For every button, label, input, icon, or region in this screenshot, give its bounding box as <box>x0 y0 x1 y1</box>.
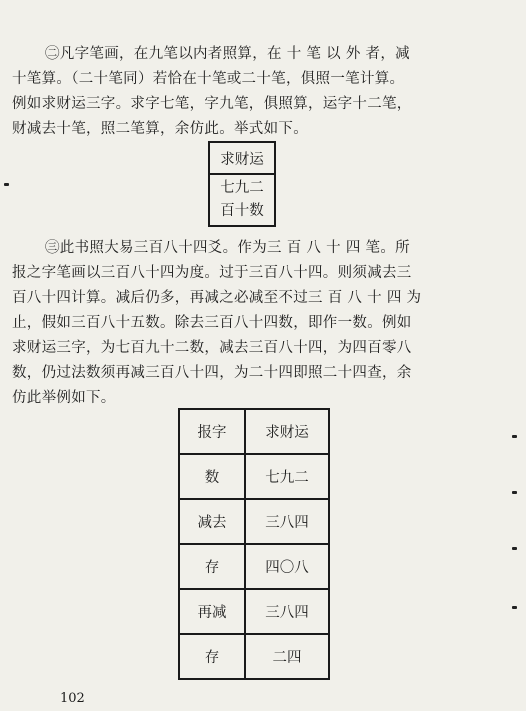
table-row <box>179 634 329 679</box>
row-value: 四〇八 <box>245 544 329 589</box>
row-value: 求财运 <box>245 409 329 454</box>
example-table-small <box>208 141 276 227</box>
paragraph-line: ㊂此书照大易三百八十四爻。作为三 百 八 十 四 笔。所 <box>45 240 410 256</box>
row-label: 再减 <box>179 589 245 634</box>
row-value: 三八四 <box>245 499 329 544</box>
table-row <box>179 499 329 544</box>
row-label: 报字 <box>179 409 245 454</box>
row-label: 减去 <box>179 499 245 544</box>
table-cell-line: 百十数 <box>220 203 264 219</box>
paragraph-line: 十笔算。（二十笔同）若恰在十笔或二十笔，俱照一笔计算。 <box>12 71 405 87</box>
row-label: 存 <box>179 634 245 679</box>
scan-speck <box>4 183 9 186</box>
row-label: 存 <box>179 544 245 589</box>
scan-speck <box>512 606 517 609</box>
paragraph-line: 财减去十笔，照二笔算，余仿此。举式如下。 <box>12 121 308 137</box>
scan-speck <box>512 435 517 438</box>
paragraph-line: 止，假如三百八十五数。除去三百八十四数，即作一数。例如 <box>12 315 412 331</box>
table-cell-header: 求财运 <box>209 142 275 174</box>
row-value: 七九二 <box>245 454 329 499</box>
scan-speck <box>512 547 517 550</box>
table-cell-body <box>209 174 275 226</box>
row-value: 三八四 <box>245 589 329 634</box>
paragraph-line: ㊁凡字笔画，在九笔以内者照算，在 十 笔 以 外 者，减 <box>45 46 410 62</box>
paragraph-rule-2 <box>12 42 470 142</box>
page-number: 102 <box>60 691 85 706</box>
paragraph-line: 百八十四计算。减后仍多，再减之必减至不过三 百 八 十 四 为 <box>12 290 422 306</box>
row-value: 二四 <box>245 634 329 679</box>
paragraph-rule-3 <box>12 236 470 411</box>
paragraph-line: 例如求财运三字。求字七笔，字九笔，俱照算，运字十二笔， <box>12 96 412 112</box>
table-row <box>179 454 329 499</box>
example-table-large <box>178 408 330 680</box>
scan-speck <box>512 491 517 494</box>
table-row <box>179 409 329 454</box>
paragraph-line: 数，仍过法数须再减三百八十四，为二十四即照二十四查，余 <box>12 365 412 381</box>
table-row <box>179 589 329 634</box>
table-cell-line: 七九二 <box>220 180 264 196</box>
paragraph-line: 报之字笔画以三百八十四为度。过于三百八十四。则须减去三 <box>12 265 412 281</box>
paragraph-line: 求财运三字，为七百九十二数，减去三百八十四，为四百零八 <box>12 340 412 356</box>
table-row <box>179 544 329 589</box>
paragraph-line: 仿此举例如下。 <box>12 390 116 406</box>
row-label: 数 <box>179 454 245 499</box>
